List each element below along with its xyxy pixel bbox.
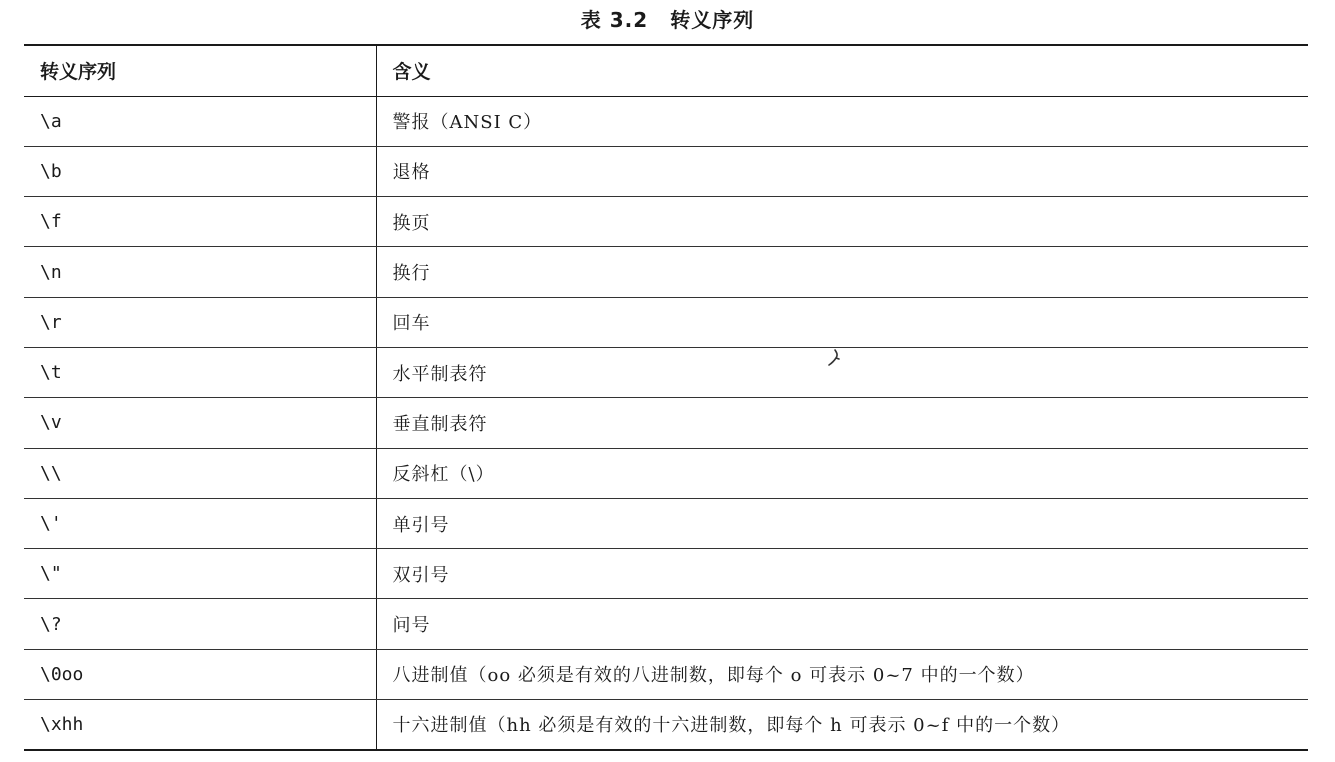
sequence-cell: \xhh (24, 700, 376, 750)
table-row (24, 297, 1308, 347)
sequence-cell: \0oo (24, 649, 376, 699)
meaning-cell: 十六进制值（hh 必须是有效的十六进制数，即每个 h 可表示 0~f 中的一个数） (376, 700, 1308, 750)
meaning-cell: 双引号 (376, 549, 1308, 599)
table-row (24, 549, 1308, 599)
table-number: 表 3.2 (580, 8, 649, 32)
table-row (24, 700, 1308, 750)
header-meaning: 含义 (376, 45, 1308, 96)
meaning-cell: 水平制表符 (376, 347, 1308, 397)
ink-mark (826, 348, 842, 368)
table-row (24, 649, 1308, 699)
sequence-cell: \f (24, 197, 376, 247)
table-row (24, 96, 1308, 146)
sequence-cell: \' (24, 498, 376, 548)
table-title: 转义序列 (670, 8, 755, 32)
sequence-cell: \a (24, 96, 376, 146)
sequence-cell: \" (24, 549, 376, 599)
sequence-cell: \n (24, 247, 376, 297)
table-row (24, 498, 1308, 548)
table-row (24, 347, 1308, 397)
table-row (24, 146, 1308, 196)
meaning-cell: 警报（ANSI C） (376, 96, 1308, 146)
escape-sequence-table (24, 44, 1308, 751)
table-row (24, 398, 1308, 448)
meaning-cell: 退格 (376, 146, 1308, 196)
sequence-cell: \r (24, 297, 376, 347)
table-row (24, 448, 1308, 498)
meaning-cell: 回车 (376, 297, 1308, 347)
sequence-cell: \b (24, 146, 376, 196)
meaning-cell: 八进制值（oo 必须是有效的八进制数，即每个 o 可表示 0~7 中的一个数） (376, 649, 1308, 699)
table-row (24, 197, 1308, 247)
sequence-cell: \t (24, 347, 376, 397)
sequence-cell: \? (24, 599, 376, 649)
sequence-cell: \v (24, 398, 376, 448)
meaning-cell: 问号 (376, 599, 1308, 649)
meaning-cell: 换页 (376, 197, 1308, 247)
table-caption (0, 6, 1335, 34)
header-sequence: 转义序列 (24, 45, 376, 96)
header-row (24, 45, 1308, 96)
table-row (24, 247, 1308, 297)
table-row (24, 599, 1308, 649)
meaning-cell: 垂直制表符 (376, 398, 1308, 448)
meaning-cell: 换行 (376, 247, 1308, 297)
sequence-cell: \\ (24, 448, 376, 498)
meaning-cell: 单引号 (376, 498, 1308, 548)
meaning-cell: 反斜杠（\） (376, 448, 1308, 498)
